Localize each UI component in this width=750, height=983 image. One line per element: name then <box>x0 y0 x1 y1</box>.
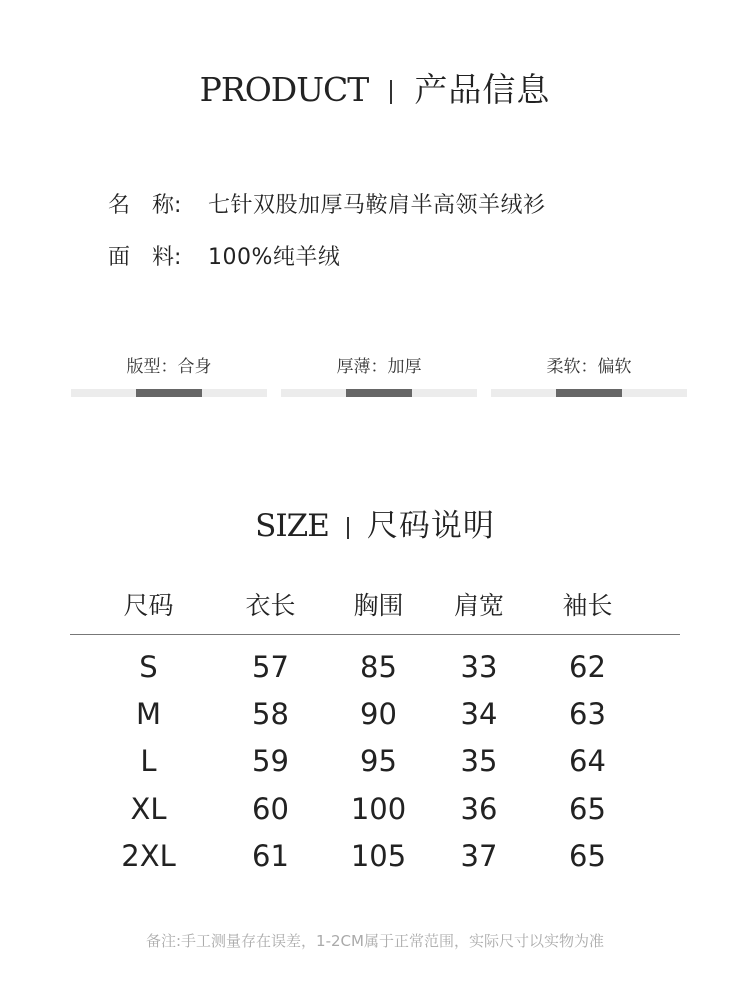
material-value: 100%纯羊绒 <box>208 245 341 270</box>
spec-thickness-label: 厚薄：加厚 <box>336 357 422 377</box>
size-cell: XL <box>130 791 167 826</box>
size-cell: S <box>139 649 158 684</box>
sleeve-cell: 65 <box>569 791 606 826</box>
shoulder-cell: 33 <box>460 649 498 684</box>
header-chest: 胸围 <box>353 591 404 620</box>
spec-softness-label: 柔软：偏软 <box>546 357 632 377</box>
heading-divider <box>347 517 349 539</box>
size-heading-en: SIZE <box>255 508 329 544</box>
size-heading-zh: 尺码说明 <box>366 508 495 544</box>
size-cell: M <box>135 697 162 732</box>
name-value: 七针双股加厚马鞍肩半高领羊绒衫 <box>208 193 546 218</box>
size-heading <box>0 500 750 545</box>
product-heading-en: PRODUCT <box>199 70 369 109</box>
material-label: 面 料: <box>108 245 182 270</box>
header-sleeve: 袖长 <box>562 591 613 620</box>
info-material-row <box>108 240 340 271</box>
table-row <box>70 833 680 880</box>
shoulder-cell: 36 <box>460 791 498 826</box>
size-table <box>70 586 680 880</box>
length-cell: 57 <box>252 649 289 684</box>
spec-fit-track <box>71 389 267 397</box>
chest-cell: 85 <box>360 649 397 684</box>
sleeve-cell: 63 <box>569 697 606 732</box>
shoulder-cell: 35 <box>460 744 498 779</box>
table-row <box>70 690 680 737</box>
shoulder-cell: 37 <box>460 839 498 874</box>
product-heading <box>0 64 750 111</box>
spec-thickness <box>281 352 477 376</box>
spec-fit-indicator <box>136 389 202 397</box>
spec-softness-indicator <box>556 389 622 397</box>
shoulder-cell: 34 <box>460 697 498 732</box>
size-cell: 2XL <box>121 839 176 874</box>
spec-fit-label: 版型：合身 <box>126 357 212 377</box>
size-cell: L <box>140 744 157 779</box>
spec-thickness-indicator <box>346 389 412 397</box>
spec-thickness-track <box>281 389 477 397</box>
chest-cell: 100 <box>350 791 407 826</box>
footnote: 备注:手工测量存在误差，1-2CM属于正常范围，实际尺寸以实物为准 <box>146 932 604 950</box>
length-cell: 59 <box>252 744 289 779</box>
length-cell: 58 <box>252 697 289 732</box>
length-cell: 61 <box>252 839 289 874</box>
table-row <box>70 643 680 690</box>
table-row <box>70 785 680 832</box>
spec-softness <box>491 352 687 376</box>
header-length: 衣长 <box>245 591 296 620</box>
header-size: 尺码 <box>123 591 174 620</box>
info-name-row <box>108 188 546 219</box>
name-label: 名 称: <box>108 193 182 218</box>
sleeve-cell: 62 <box>569 649 606 684</box>
spec-fit <box>71 352 267 376</box>
sleeve-cell: 64 <box>569 744 606 779</box>
heading-divider <box>390 80 392 104</box>
spec-softness-track <box>491 389 687 397</box>
table-row <box>70 738 680 785</box>
header-shoulder: 肩宽 <box>453 591 504 620</box>
size-table-header <box>70 586 680 635</box>
chest-cell: 105 <box>350 839 407 874</box>
length-cell: 60 <box>252 791 289 826</box>
product-heading-zh: 产品信息 <box>414 70 551 109</box>
sleeve-cell: 65 <box>569 839 606 874</box>
chest-cell: 95 <box>360 744 397 779</box>
chest-cell: 90 <box>360 697 397 732</box>
